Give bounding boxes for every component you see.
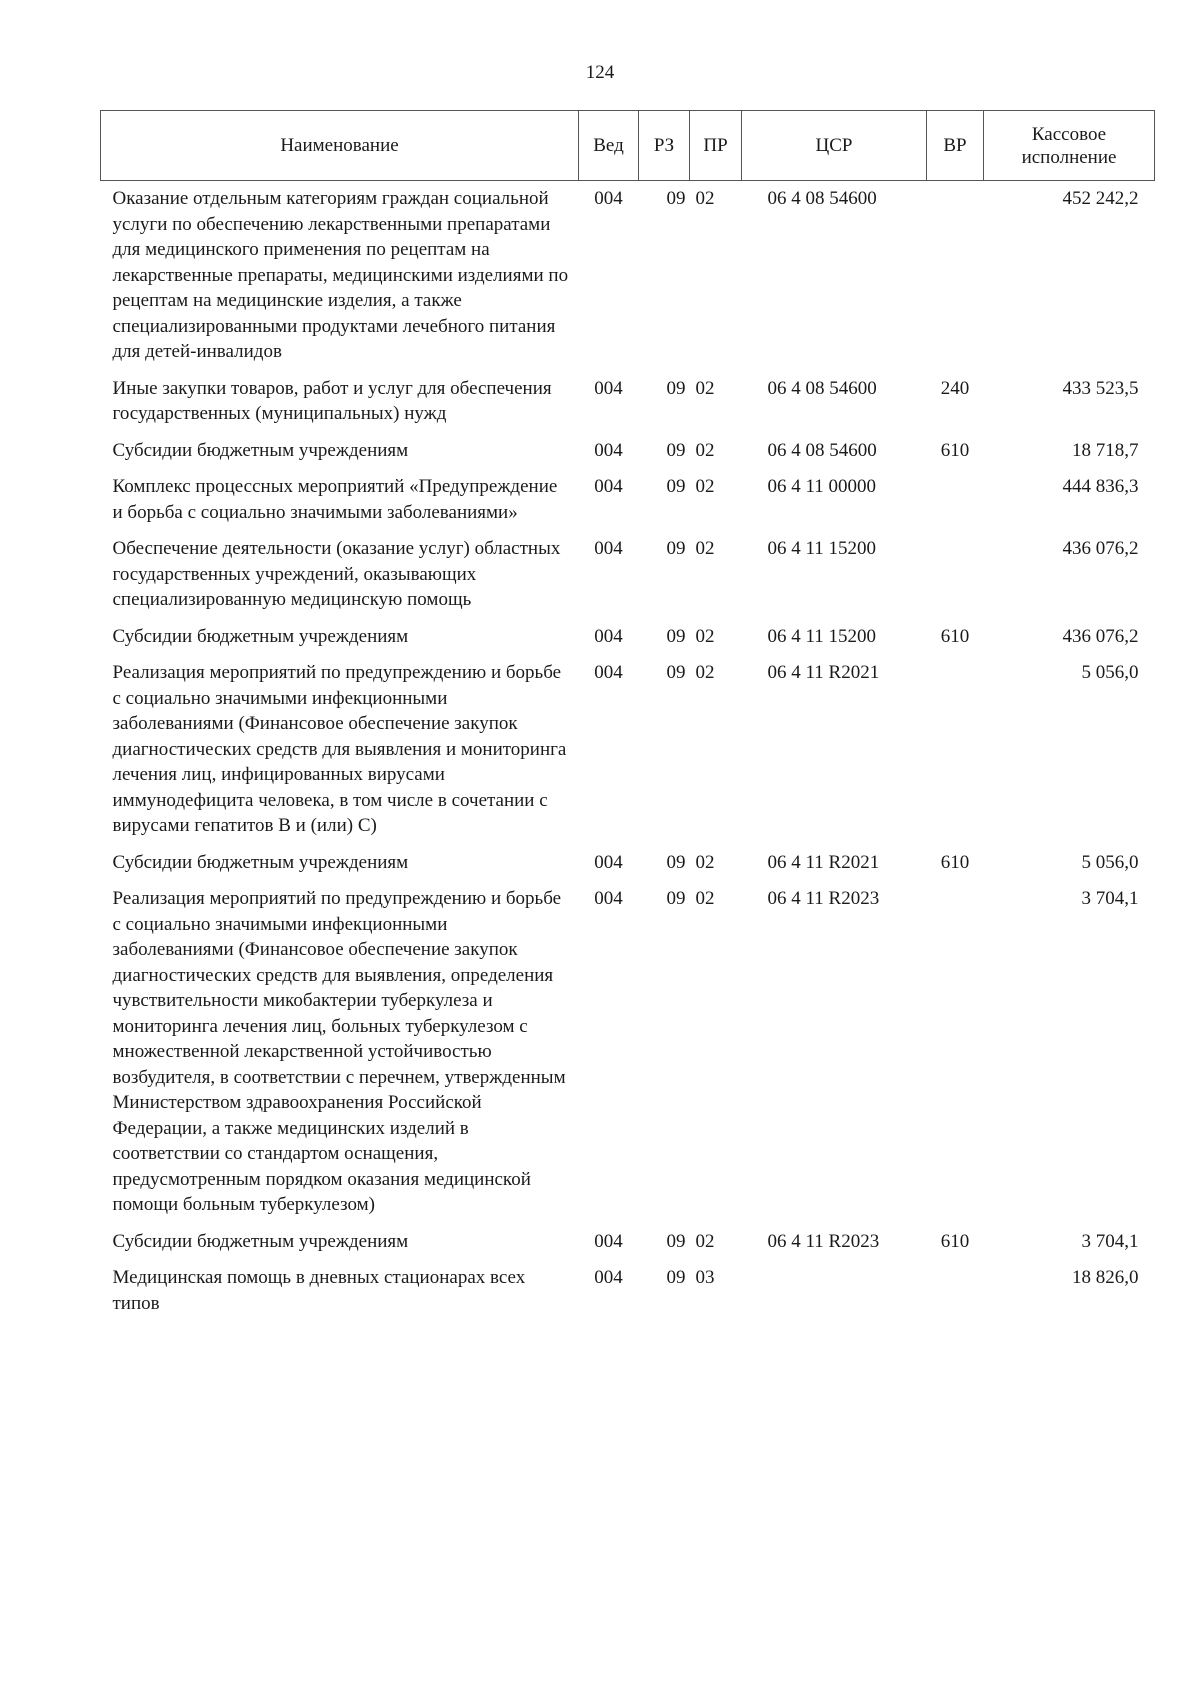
- table-row: [101, 469, 1155, 531]
- page-number: 124: [585, 62, 615, 83]
- cell-csr: 06 4 11 R2021: [767, 662, 880, 683]
- cell-pr: 02: [695, 377, 715, 399]
- cell-vr: [927, 181, 984, 371]
- table-row: [101, 845, 1155, 882]
- cell-csr: [742, 1260, 927, 1322]
- cell-ved: 004: [594, 377, 623, 399]
- cell-sum: 5 056,0: [1081, 662, 1139, 683]
- table-row: [101, 433, 1155, 470]
- cell-pr: 03: [695, 1267, 715, 1288]
- cell-rz: 09: [666, 662, 686, 683]
- cell-sum: 433 523,5: [1062, 377, 1139, 399]
- cell-rz: 09: [666, 377, 686, 399]
- cell-pr: 02: [695, 625, 715, 647]
- cell-sum: 3 704,1: [1081, 888, 1139, 909]
- cell-pr: 02: [695, 851, 715, 873]
- header-csr: ЦСР: [742, 111, 927, 181]
- table-header-row: [101, 111, 1155, 181]
- cell-rz: 09: [666, 1230, 686, 1252]
- cell-name: Оказание отдельным категориям граждан социальной услуги по обеспечению лекарственными препаратами для медицинского применения по рецептам на лекарственные препараты, медицинскими изделиями по рецептам на медицинские изделия, а также специализированными продуктами лечебного питания для детей-инвалидов: [112, 188, 569, 362]
- cell-pr: 02: [695, 188, 715, 209]
- header-pr: ПР: [690, 111, 742, 181]
- cell-ved: 004: [594, 851, 623, 873]
- cell-csr: 06 4 11 15200: [767, 625, 877, 647]
- cell-pr: 02: [695, 662, 715, 683]
- cell-rz: 09: [666, 851, 686, 873]
- cell-pr: 02: [695, 1230, 715, 1252]
- cell-ved: 004: [594, 662, 623, 683]
- cell-csr: 06 4 11 00000: [767, 476, 877, 497]
- cell-pr: 02: [695, 888, 715, 909]
- cell-sum: 452 242,2: [1062, 188, 1139, 209]
- cell-name: Субсидии бюджетным учреждениям: [112, 625, 409, 647]
- cell-rz: 09: [666, 538, 686, 559]
- cell-vr: [927, 881, 984, 1224]
- cell-ved: 004: [594, 1267, 623, 1288]
- cell-rz: 09: [666, 888, 686, 909]
- cell-ved: 004: [594, 188, 623, 209]
- cell-ved: 004: [594, 538, 623, 559]
- cell-name: Субсидии бюджетным учреждениям: [112, 1230, 409, 1252]
- cell-name: Медицинская помощь в дневных стационарах всех типов: [112, 1267, 526, 1314]
- table-row: [101, 181, 1155, 371]
- cell-vr: [927, 655, 984, 845]
- header-vr: ВР: [927, 111, 984, 181]
- cell-sum: 444 836,3: [1062, 476, 1139, 497]
- cell-vr: 610: [940, 851, 970, 873]
- header-name: Наименование: [101, 111, 579, 181]
- cell-name: Реализация мероприятий по предупреждению и борьбе с социально значимыми инфекционными заболеваниями (Финансовое обеспечение закупок диагностических средств для выявления, определения чувствительности микобактерии туберкулеза и мониторинга лечения лиц, больных туберкулезом с множественной лекарственной устойчивостью возбудителя, в соответствии с перечнем, утвержденным Министерством здравоохранения Российской Федерации, а также медицинских изделий в соответствии со стандартом оснащения, предусмотренным порядком оказания медицинской помощи больным туберкулезом): [112, 888, 566, 1215]
- cell-pr: 02: [695, 439, 715, 461]
- cell-csr: 06 4 08 54600: [767, 377, 877, 399]
- cell-sum: 18 826,0: [1072, 1267, 1139, 1288]
- cell-name: Субсидии бюджетным учреждениям: [112, 851, 409, 873]
- table-row: [101, 619, 1155, 656]
- header-ved: Вед: [579, 111, 639, 181]
- cell-sum: 3 704,1: [1081, 1230, 1139, 1252]
- header-rz: РЗ: [639, 111, 690, 181]
- cell-sum: 436 076,2: [1062, 538, 1139, 559]
- header-sum: Кассовое исполнение: [984, 111, 1155, 181]
- cell-rz: 09: [666, 439, 686, 461]
- cell-sum: 18 718,7: [1072, 439, 1139, 461]
- cell-vr: 610: [940, 625, 970, 647]
- cell-ved: 004: [594, 439, 623, 461]
- cell-name: Иные закупки товаров, работ и услуг для обеспечения государственных (муниципальных) нужд: [112, 377, 552, 424]
- cell-name: Реализация мероприятий по предупреждению и борьбе с социально значимыми инфекционными заболеваниями (Финансовое обеспечение закупок диагностических средств для выявления и мониторинга лечения лиц, инфицированных вирусами иммунодефицита человека, в том числе в сочетании с вирусами гепатитов В и (или) С): [112, 662, 567, 836]
- cell-ved: 004: [594, 1230, 623, 1252]
- cell-csr: 06 4 11 15200: [767, 538, 877, 559]
- table-row: [101, 531, 1155, 619]
- cell-rz: 09: [666, 188, 686, 209]
- cell-vr: 240: [940, 377, 970, 399]
- cell-ved: 004: [594, 888, 623, 909]
- cell-rz: 09: [666, 625, 686, 647]
- budget-table: [100, 110, 1155, 1322]
- cell-name: Обеспечение деятельности (оказание услуг) областных государственных учреждений, оказывающих специализированную медицинскую помощь: [112, 538, 561, 610]
- table-row: [101, 881, 1155, 1224]
- table-row: [101, 655, 1155, 845]
- cell-csr: 06 4 08 54600: [767, 439, 877, 461]
- cell-pr: 02: [695, 476, 715, 497]
- cell-vr: 610: [940, 439, 970, 461]
- cell-sum: 5 056,0: [1081, 851, 1139, 873]
- cell-ved: 004: [594, 625, 623, 647]
- cell-csr: 06 4 11 R2023: [767, 1230, 880, 1252]
- cell-csr: 06 4 11 R2023: [767, 888, 880, 909]
- cell-ved: 004: [594, 476, 623, 497]
- cell-csr: 06 4 11 R2021: [767, 851, 880, 873]
- cell-vr: [927, 1260, 984, 1322]
- cell-vr: 610: [940, 1230, 970, 1252]
- cell-rz: 09: [666, 1267, 686, 1288]
- table-row: [101, 371, 1155, 433]
- cell-name: Комплекс процессных мероприятий «Предупреждение и борьба с социально значимыми заболеваниями»: [112, 476, 558, 523]
- table-row: [101, 1260, 1155, 1322]
- cell-vr: [927, 531, 984, 619]
- cell-rz: 09: [666, 476, 686, 497]
- cell-name: Субсидии бюджетным учреждениям: [112, 439, 409, 461]
- table-row: [101, 1224, 1155, 1261]
- cell-pr: 02: [695, 538, 715, 559]
- cell-vr: [927, 469, 984, 531]
- cell-csr: 06 4 08 54600: [767, 188, 877, 209]
- cell-sum: 436 076,2: [1062, 625, 1139, 647]
